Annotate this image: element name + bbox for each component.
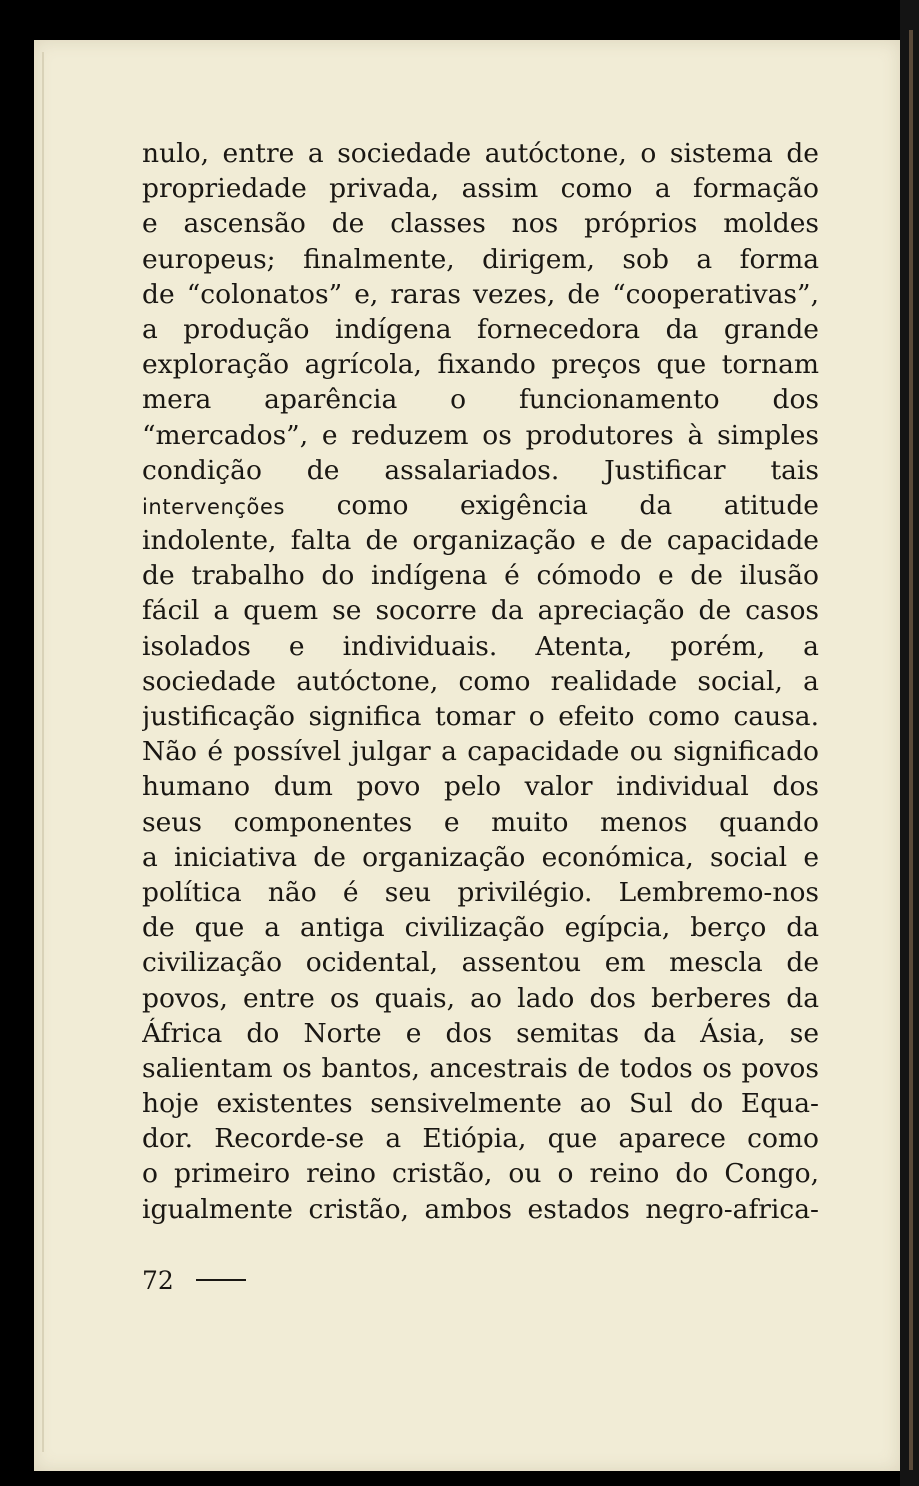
- text-line-30: o primeiro reino cristão, ou o reino do Congo,: [142, 1158, 819, 1190]
- text-line-10: condição de assalariados. Justificar tais: [142, 454, 819, 486]
- text-line-12: indolente, falta de organização e de capacidade: [142, 525, 819, 557]
- text-line-13: de trabalho do indígena é cómodo e de ilusão: [142, 560, 819, 592]
- text-line-8: mera aparência o funcionamento dos: [142, 384, 819, 416]
- text-line-24: civilização ocidental, assentou em mescla de: [142, 947, 819, 979]
- text-line-21: a iniciativa de organização económica, social e: [142, 841, 819, 873]
- text-line-22: política não é seu privilégio. Lembremo-nos: [142, 876, 819, 908]
- text-line-25: povos, entre os quais, ao lado dos berberes da: [142, 982, 819, 1014]
- text-line-31: igualmente cristão, ambos estados negro-africa-: [142, 1193, 819, 1225]
- footer-rule: [196, 1279, 246, 1281]
- binding-edge: [909, 30, 913, 1470]
- text-line-11-rest: como exigência da atitude: [336, 489, 819, 521]
- text-word-intervencoes: intervenções: [142, 494, 286, 519]
- text-line-18: Não é possível julgar a capacidade ou significado: [142, 736, 819, 768]
- text-line-9: “mercados”, e reduzem os produtores à simples: [142, 419, 819, 451]
- text-line-29: dor. Recorde-se a Etiópia, que aparece como: [142, 1123, 819, 1155]
- text-line-28: hoje existentes sensivelmente ao Sul do Equa-: [142, 1088, 819, 1120]
- text-line-27: salientam os bantos, ancestrais de todos os povos: [142, 1052, 819, 1084]
- page-number: 72: [142, 1265, 174, 1295]
- text-line-4: europeus; finalmente, dirigem, sob a forma: [142, 243, 819, 275]
- text-line-7: exploração agrícola, fixando preços que tornam: [142, 349, 819, 381]
- text-line-19: humano dum povo pelo valor individual dos: [142, 771, 819, 803]
- text-line-2: propriedade privada, assim como a formação: [142, 173, 819, 205]
- text-line-3: e ascensão de classes nos próprios moldes: [142, 208, 819, 240]
- text-line-23: de que a antiga civilização egípcia, berço da: [142, 912, 819, 944]
- text-line-14: fácil a quem se socorre da apreciação de casos: [142, 595, 819, 627]
- text-line-26: África do Norte e dos semitas da Ásia, se: [142, 1017, 819, 1049]
- text-line-15: isolados e individuais. Atenta, porém, a: [142, 630, 819, 662]
- page-footer: [142, 1262, 246, 1298]
- text-line-11: [142, 488, 819, 523]
- binding-strip: [900, 0, 919, 1486]
- text-line-5: de “colonatos” e, raras vezes, de “cooperativas”,: [142, 278, 819, 310]
- page-fold-edge: [42, 52, 44, 1452]
- text-line-16: sociedade autóctone, como realidade social, a: [142, 665, 819, 697]
- text-line-6: a produção indígena fornecedora da grande: [142, 313, 819, 345]
- body-text: [142, 136, 819, 1227]
- text-line-1: nulo, entre a sociedade autóctone, o sistema de: [142, 138, 819, 169]
- text-line-20: seus componentes e muito menos quando: [142, 806, 819, 838]
- text-line-17: justificação significa tomar o efeito como causa.: [142, 701, 819, 732]
